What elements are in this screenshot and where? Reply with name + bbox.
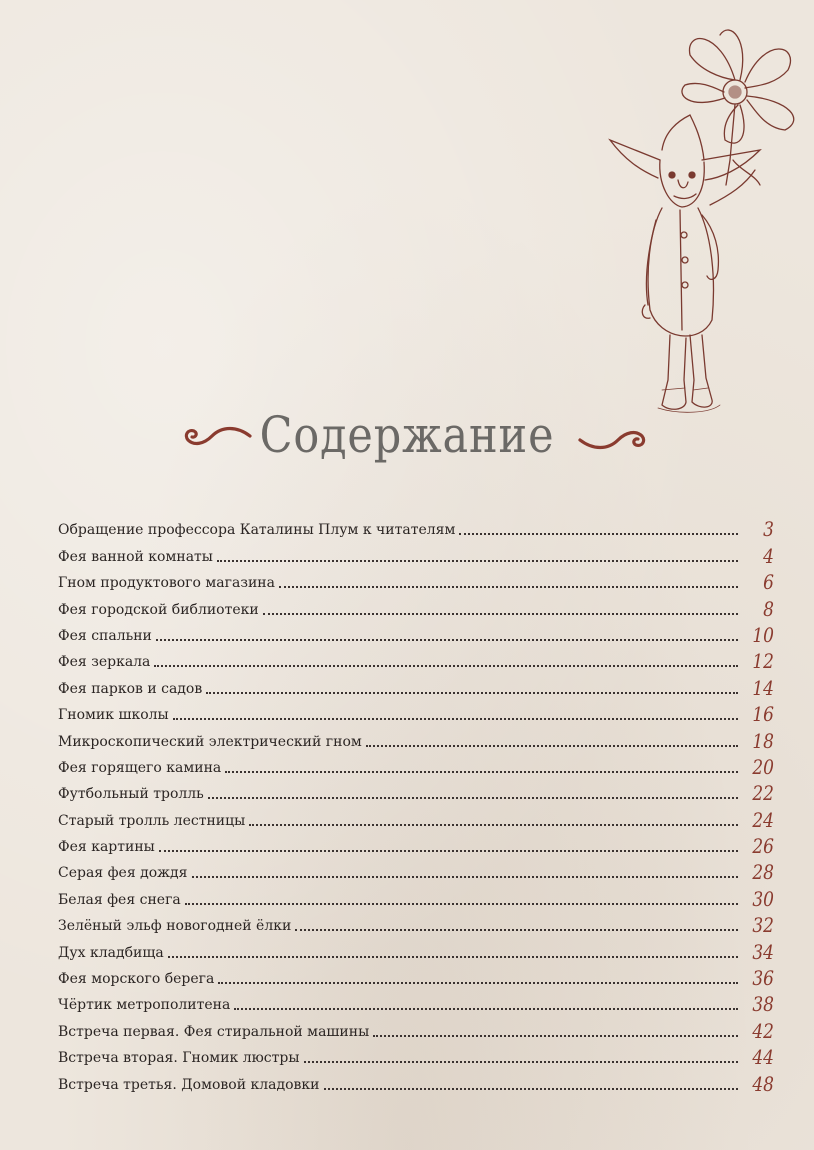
toc-leader-dots [159,850,738,852]
toc-entry-page: 30 [752,886,774,911]
flower-icon [682,30,794,185]
goblin-illustration [590,10,810,430]
toc-entry-page: 24 [752,807,774,832]
toc-entry-page: 42 [752,1018,774,1043]
toc-entry-title: Микроскопический электрический гном [58,733,362,750]
toc-entry-page: 20 [752,754,774,779]
toc-entry [58,989,774,1015]
toc-entry [58,963,774,989]
toc-entry-title: Встреча вторая. Гномик люстры [58,1050,300,1067]
toc-entry-title: Белая фея снега [58,891,181,908]
toc-entry-page: 44 [752,1045,774,1070]
toc-entry-title: Фея зеркала [58,654,151,671]
toc-entry-page: 6 [763,570,774,595]
toc-entry [58,1015,774,1041]
toc-entry-title: Фея картины [58,839,155,856]
toc-entry-page: 22 [752,781,774,806]
toc-entry-page: 48 [752,1071,774,1096]
heading-row [0,398,814,478]
toc-leader-dots [154,665,738,667]
toc-entry [58,1042,774,1068]
toc-entry-title: Серая фея дождя [58,865,188,882]
toc-entry [58,646,774,672]
toc-entry [58,804,774,830]
page-title: Содержание [259,406,555,464]
toc-entry-title: Гном продуктового магазина [58,575,275,592]
toc-leader-dots [185,903,738,905]
toc-entry [58,699,774,725]
toc-entry-page: 12 [752,649,774,674]
toc-leader-dots [168,956,738,958]
toc-leader-dots [225,771,738,773]
toc-entry-page: 16 [752,702,774,727]
toc-entry-title: Чёртик метрополитена [58,997,231,1014]
toc-entry [58,831,774,857]
toc-entry-page: 26 [752,834,774,859]
toc-entry-title: Фея горящего камина [58,759,222,776]
toc-leader-dots [279,586,738,588]
toc-leader-dots [324,1088,739,1090]
toc-entry [58,883,774,909]
toc-leader-dots [459,533,738,535]
toc-leader-dots [218,982,738,984]
toc-entry-title: Фея ванной комнаты [58,548,213,565]
toc-leader-dots [208,797,738,799]
toc-entry [58,567,774,593]
toc-leader-dots [304,1061,739,1063]
toc-entry-page: 28 [752,860,774,885]
toc-entry [58,778,774,804]
toc-entry-page: 4 [763,543,774,568]
toc-entry-title: Встреча третья. Домовой кладовки [58,1076,320,1093]
toc-leader-dots [249,824,738,826]
flourish-right-icon [578,422,648,454]
toc-entry-title: Фея городской библиотеки [58,601,259,618]
toc-entry-title: Зелёный эльф новогодней ёлки [58,918,292,935]
toc-entry-page: 36 [752,966,774,991]
toc-entry [58,1068,774,1094]
toc-entry-title: Фея парков и садов [58,680,203,697]
toc-entry-page: 32 [752,913,774,938]
toc-entry-page: 3 [763,517,774,542]
toc-entry [58,593,774,619]
toc-entry [58,725,774,751]
table-of-contents [58,514,774,1095]
toc-entry [58,620,774,646]
toc-entry-title: Фея морского берега [58,971,215,988]
toc-entry-title: Гномик школы [58,707,169,724]
toc-entry-title: Обращение профессора Каталины Плум к читателям [58,522,456,539]
toc-leader-dots [263,613,738,615]
toc-leader-dots [206,692,738,694]
toc-entry [58,672,774,698]
toc-leader-dots [156,639,738,641]
toc-entry-title: Футбольный тролль [58,786,204,803]
toc-entry-page: 34 [752,939,774,964]
toc-leader-dots [192,876,739,878]
toc-entry-page: 18 [752,728,774,753]
toc-entry [58,857,774,883]
toc-entry [58,752,774,778]
toc-entry [58,514,774,540]
toc-entry-title: Встреча первая. Фея стиральной машины [58,1023,370,1040]
toc-entry-page: 8 [763,596,774,621]
toc-entry-page: 14 [752,675,774,700]
toc-entry-page: 38 [752,992,774,1017]
toc-entry [58,910,774,936]
toc-entry-title: Дух кладбища [58,944,164,961]
toc-entry [58,540,774,566]
toc-leader-dots [173,718,738,720]
toc-leader-dots [373,1035,738,1037]
toc-leader-dots [295,929,738,931]
toc-leader-dots [366,745,738,747]
toc-leader-dots [217,560,738,562]
toc-entry [58,936,774,962]
toc-leader-dots [234,1008,738,1010]
toc-entry-title: Старый тролль лестницы [58,812,246,829]
toc-entry-title: Фея спальни [58,627,152,644]
toc-entry-page: 10 [752,622,774,647]
